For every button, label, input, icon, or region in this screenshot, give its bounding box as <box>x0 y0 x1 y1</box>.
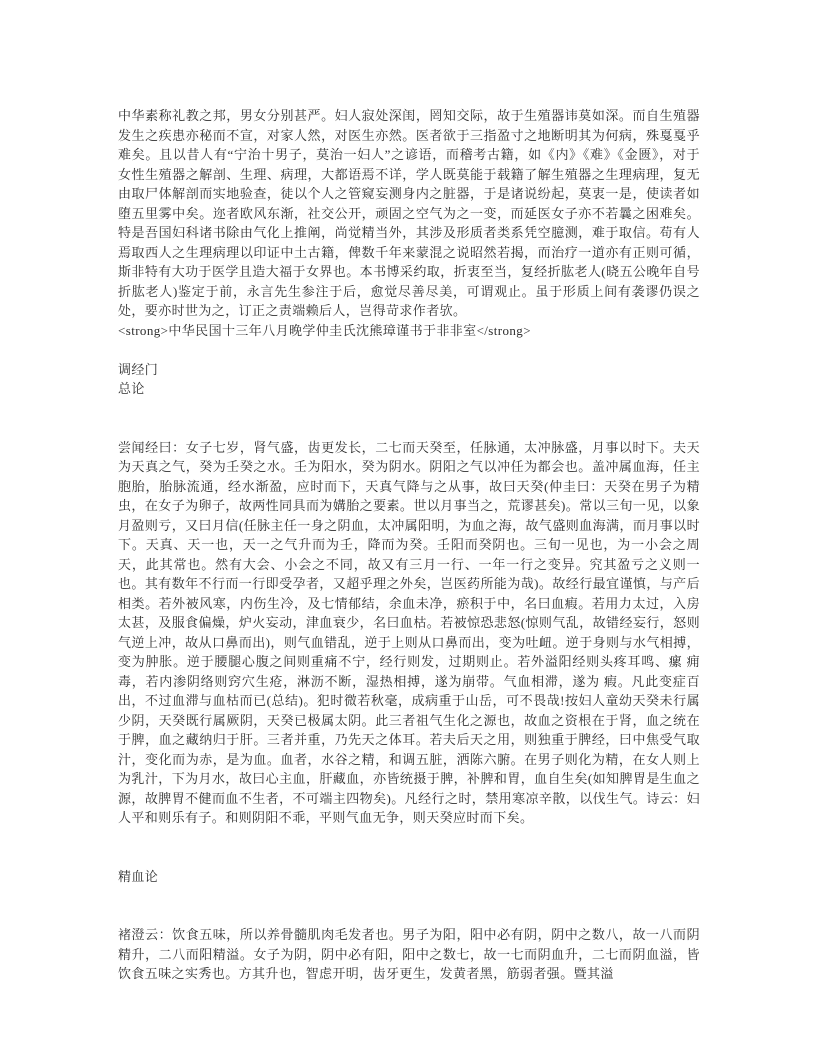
preface-paragraph: 中华素称礼教之邦，男女分别甚严。妇人寂处深闺，罔知交际，故于生殖器讳莫如深。而自生殖器发生之疾患亦秘而不宣，对家人然，对医生亦然。医者欲于三指盈寸之地断明其为何病，殊戛戛乎难矣。且以昔人有“宁治十男子，莫治一妇人”之谚语，而稽考古籍，如《内》《难》《金匮》，对于女性生殖器之解剖、生理、病理，大都语焉不详，学人既莫能于载籍了解生殖器之生理病理，复无由取尸体解剖而实地验查，徒以个人之管窥妄测身内之脏器，于是诸说纷起，莫衷一是，使读者如堕五里雾中矣。迩者欧风东渐，社交公开，顽固之空气为之一变，而延医女子亦不若曩之困难矣。特是吾国妇科诸书除由气化上推阐，尚觉精当外，其涉及形质者类系凭空臆测，难于取信。苟有人焉取西人之生理病理以印证中土古籍，俾数千年来蒙混之说昭然若揭，而治疗一道亦有正则可循，斯非特有大功于医学且造大福于女界也。本书博采约取，折衷至当，复经折肱老人(晓五公晚年自号折肱老人)鉴定于前，永言先生参注于后，愈觉尽善尽美，可谓观止。虽于形质上间有袭谬仍误之处，要亦时世为之，订正之责端赖后人，岂得苛求作者欤。 <box>118 108 700 318</box>
essence-blood-paragraph: 褚澄云：饮食五味，所以养骨髓肌肉毛发者也。男子为阳，阳中必有阴，阴中之数八，故一八而阴精升，二八而阳精溢。女子为阴，阴中必有阳，阳中之数七，故一七而阴血升，二七而阴血溢，皆饮食五味之实秀也。方其升也，智虑开明，齿牙更生，发黄者黑，筋弱者强。暨其溢 <box>118 927 700 981</box>
spacer <box>118 828 700 867</box>
section-title-jingxuelun: 精血论 <box>118 868 159 884</box>
spacer <box>118 886 700 925</box>
general-discussion-paragraph: 尝闻经曰：女子七岁，肾气盛，齿更发长，二七而天癸至，任脉通，太冲脉盛，月事以时下。夫天为天真之气，癸为壬癸之水。壬为阳水，癸为阴水。阴阳之气以冲任为都会也。盖冲属血海，任主胞胎，胎脉流通，经水渐盈，应时而下，天真气降与之从事，故曰天癸(仲圭曰：天癸在男子为精虫，在女子为卵子，故两性同具而为媾胎之要素。世以月事当之，荒谬甚矣)。常以三旬一见，以象月盈则亏，又曰月信(任脉主任一身之阴血，太冲属阳明，为血之海，故气盛则血海满，而月事以时下。天真、天一也，天一之气升而为壬，降而为癸。壬阳而癸阴也。三旬一见也，为一小会之周天，此其常也。然有大会、小会之不同，故又有三月一行、一年一行之变异。究其盈亏之义则一也。其有数年不行而一行即受孕者，又超乎理之外矣，岂医药所能为哉)。故经行最宜谨慎，与产后相类。若外被风寒，内伤生冷，及七情郁结，余血未净，瘀积于中，名曰血瘕。若用力太过，入房太甚，及服食偏燥，炉火妄动，津血衰少，名曰血枯。若被惊恐悲怒(惊则气乱，故错经妄行，怒则气逆上冲，故从口鼻而出)，则气血错乱，逆于上则从口鼻而出，变为吐衄。逆于身则与水气相搏，变为肿胀。逆于腰腿心腹之间则重痛不宁，经行则发，过期则止。若外溢阳经则头疼耳鸣、瘰 痈毒，若内渗阴络则窍穴生疮，淋沥不断，湿热相搏，遂为崩带。气血相滞，遂为 瘕。凡此变症百出，不过血滞与血枯而已(总结)。犯时微若秋毫，成病重于山岳，可不畏哉!按妇人童幼天癸未行属少阴，天癸既行属厥阴，天癸已极属太阴。此三者祖气生化之源也，故血之资根在于肾，血之统在于脾，血之藏纳归于肝。三者并重，乃先天之体耳。若夫后天之用，则独重于脾经，曰中焦受气取汁，变化而为赤，是为血。血者，水谷之精，和调五脏，洒陈六腑。在男子则化为精，在女人则上为乳汁，下为月水，故曰心主血，肝藏血，亦皆统摄于脾，补脾和胃，血自生矣(如知脾胃是生血之源，故脾胃不健而血不生者，不可端主四物矣)。凡经行之时，禁用寒凉辛散，以伐生气。诗云：妇人平和则乐有子。和则阴阳不乖，平则气血无争，则天癸应时而下矣。 <box>118 439 700 825</box>
spacer <box>118 340 700 360</box>
signature-line: <strong>中华民国十三年八月晚学仲圭氏沈熊璋谨书于非非室</strong> <box>118 322 531 338</box>
text-column <box>118 106 700 984</box>
spacer <box>118 399 700 438</box>
section-title-tiaojingmen: 调经门 <box>118 361 159 377</box>
section-subtitle-zonglun: 总论 <box>118 381 145 396</box>
